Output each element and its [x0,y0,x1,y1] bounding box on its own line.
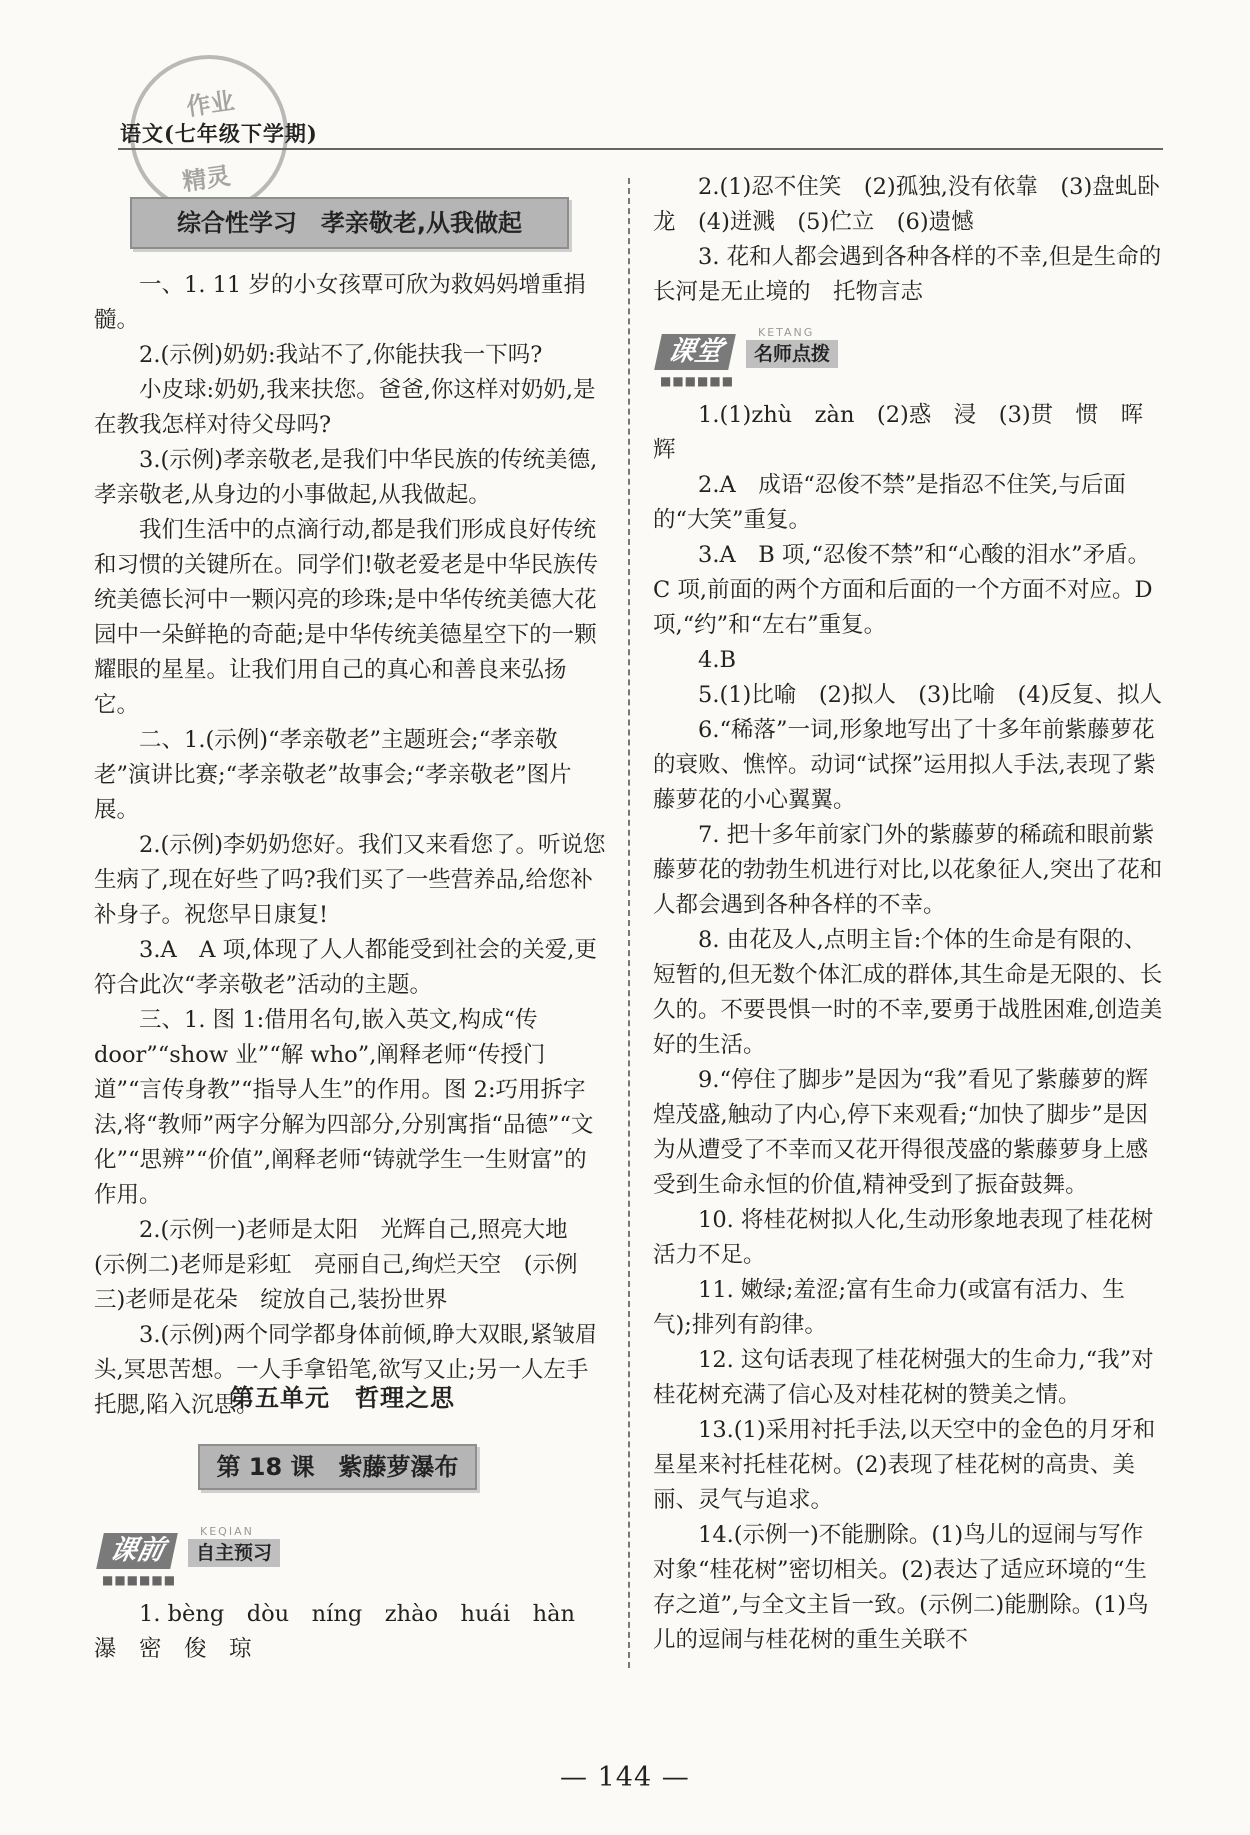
left-column [94,268,606,1423]
answer-para: 11. 嫩绿;羞涩;富有生命力(或富有活力、生气);排列有韵律。 [653,1277,1125,1338]
answer-para: 14.(示例一)不能删除。(1)鸟儿的逗闹与写作对象“桂花树”密切相关。(2)表达了适应环境的“生存之道”,与全文主旨一致。(示例二)能删除。(1)鸟儿的逗闹与桂花树的重生关联不 [653,1522,1149,1653]
tag-preview-latin: KEQIAN [200,1525,254,1538]
answer-para: 2.(1)忍不住笑 (2)孤独,没有依靠 (3)盘虬卧龙 (4)迸溅 (5)伫立 (6)遗憾 [653,174,1160,235]
answer-para: 小皮球:奶奶,我来扶您。爸爸,你这样对奶奶,是在教我怎样对待父母吗? [94,377,596,438]
answer-para: 2.(示例一)老师是太阳 光辉自己,照亮大地 (示例二)老师是彩虹 亮丽自己,绚烂天空 (示例三)老师是花朵 绽放自己,装扮世界 [94,1217,591,1313]
page-number: — 144 — [560,1762,690,1793]
lesson-banner: 第 18 课 紫藤萝瀑布 [198,1444,477,1490]
stamp-text-2: 精灵 [180,160,233,197]
right-column-main [653,398,1166,1658]
tag-dots: ■■■■■■ [660,374,735,388]
answer-para: 4.B [698,647,737,673]
book-title: 语文(七年级下学期) [120,121,318,146]
answer-para: 12. 这句话表现了桂花树强大的生命力,“我”对桂花树充满了信心及对桂花树的赞美之情。 [653,1347,1154,1408]
tag-classroom-latin: KETANG [758,326,815,339]
answer-para: 13.(1)采用衬托手法,以天空中的金色的月牙和星星来衬托桂花树。(2)表现了桂花树的高贵、美丽、灵气与追求。 [653,1417,1156,1513]
left-tail [94,1597,606,1667]
answer-para: 3. 花和人都会遇到各种各样的不幸,但是生命的长河是无止境的 托物言志 [653,244,1162,305]
tag-dots: ■■■■■■ [102,1573,177,1587]
answer-para: 6.“稀落”一词,形象地写出了十多年前紫藤萝花的衰败、憔悴。动词“试探”运用拟人手法,表现了紫藤萝花的小心翼翼。 [653,717,1156,813]
answer-para: 3.A B 项,“忍俊不禁”和“心酸的泪水”矛盾。C 项,前面的两个方面和后面的一个方面不对应。D 项,“约”和“左右”重复。 [653,542,1153,638]
answer-para: 3.A A 项,体现了人人都能受到社会的关爱,更符合此次“孝亲敬老”活动的主题。 [94,937,597,998]
column-divider [628,178,630,1668]
answer-para: 5.(1)比喻 (2)拟人 (3)比喻 (4)反复、拟人 [698,682,1162,708]
tag-classroom [658,326,858,388]
answer-para: 三、1. 图 1:借用名句,嵌入英文,构成“传door”“show 业”“解 who”,阐释老师“传授门道”“言传身教”“指导人生”的作用。图 2:巧用拆字法,将“教师”两字分解为四部分,分别寓指“品德”“文化”“思辨”“价值”,阐释老师“铸就学生一生财富”的作用。 [94,1007,594,1208]
tag-preview-small: 自主预习 [188,1539,280,1567]
answer-para: 3.(示例)两个同学都身体前倾,睁大双眼,紧皱眉头,冥思苦想。一人手拿铅笔,欲写又止;另一人左手托腮,陷入沉思。 [94,1322,598,1418]
right-column-top [653,170,1163,310]
answer-para: 我们生活中的点滴行动,都是我们形成良好传统和习惯的关键所在。同学们!敬老爱老是中华民族传统美德长河中一颗闪亮的珍珠;是中华传统美德大花园中一朵鲜艳的奇葩;是中华传统美德星空下的一颗耀眼的星星。让我们用自己的真心和善良来弘扬它。 [94,517,599,718]
tag-classroom-small: 名师点拨 [746,340,838,368]
answer-para: 2.(示例)奶奶:我站不了,你能扶我一下吗? [139,342,543,368]
answer-para: 8. 由花及人,点明主旨:个体的生命是有限的、短暂的,但无数个体汇成的群体,其生命是无限的、长久的。不要畏惧一时的不幸,要勇于战胜困难,创造美好的生活。 [653,927,1163,1058]
tag-preview [100,1525,300,1587]
answer-para: 1. bèng dòu níng zhào huái hàn 瀑 密 俊 琼 [94,1601,598,1662]
answer-para: 9.“停住了脚步”是因为“我”看见了紫藤萝的辉煌茂盛,触动了内心,停下来观看;“加快了脚步”是因为从遭受了不幸而又花开得很茂盛的紫藤萝身上感受到生命永恒的价值,精神受到了振奋鼓舞。 [653,1067,1149,1198]
answer-para: 二、1.(示例)“孝亲敬老”主题班会;“孝亲敬老”演讲比赛;“孝亲敬老”故事会;“孝亲敬老”图片展。 [94,727,572,823]
stamp-text-1: 作业 [184,85,237,122]
answer-para: 2.A 成语“忍俊不禁”是指忍不住笑,与后面的“大笑”重复。 [653,472,1126,533]
unit-title: 第五单元 哲理之思 [230,1383,455,1412]
tag-classroom-big: 课堂 [654,334,736,370]
answer-para: 一、1. 11 岁的小女孩覃可欣为救妈妈增重捐髓。 [94,272,586,333]
tag-preview-big: 课前 [96,1533,178,1569]
answer-para: 3.(示例)孝亲敬老,是我们中华民族的传统美德,孝亲敬老,从身边的小事做起,从我做起。 [94,447,598,508]
answer-para: 1.(1)zhù zàn (2)惑 浸 (3)贯 惯 晖 辉 [653,402,1166,463]
section-banner-comprehensive: 综合性学习 孝亲敬老,从我做起 [130,197,569,249]
answer-para: 2.(示例)李奶奶您好。我们又来看您了。听说您生病了,现在好些了吗?我们买了一些营养品,给您补补身子。祝您早日康复! [94,832,606,928]
answer-para: 7. 把十多年前家门外的紫藤萝的稀疏和眼前紫藤萝花的勃勃生机进行对比,以花象征人,突出了花和人都会遇到各种各样的不幸。 [653,822,1163,918]
answer-para: 10. 将桂花树拟人化,生动形象地表现了桂花树活力不足。 [653,1207,1154,1268]
header-rule [118,148,1163,150]
